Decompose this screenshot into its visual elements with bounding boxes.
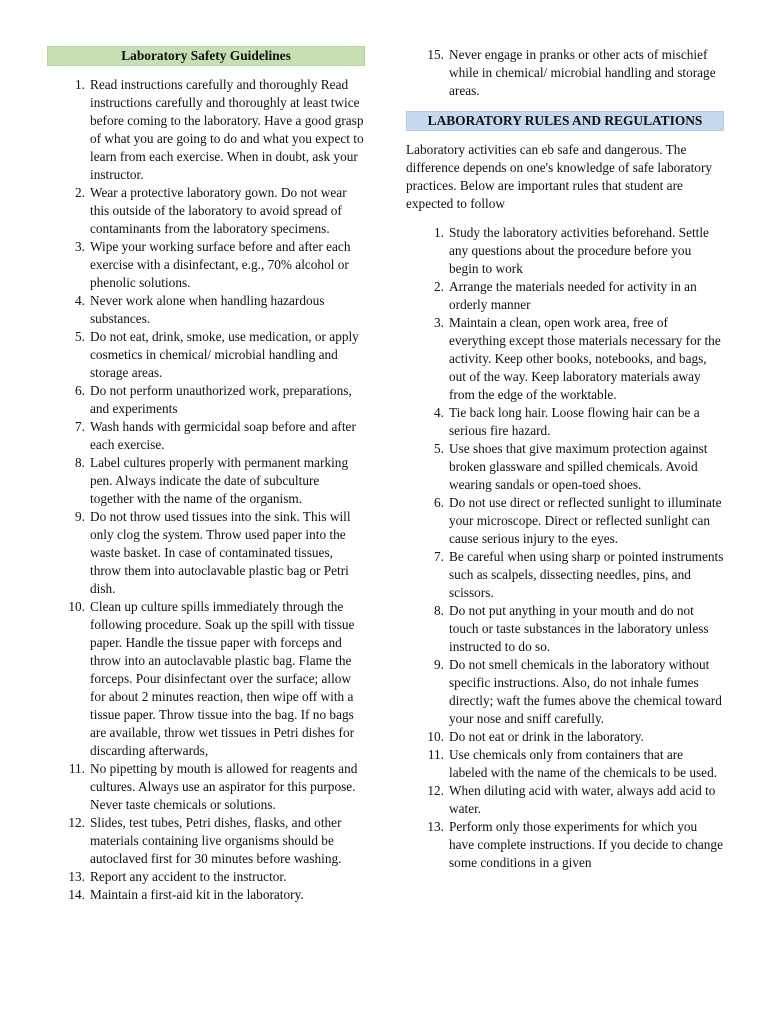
rules-regulations-heading: LABORATORY RULES AND REGULATIONS [406, 111, 724, 131]
list-item [47, 418, 365, 454]
list-item-text: Do not smell chemicals in the laboratory without specific instructions. Also, do not inhale fumes directly; waft the fumes above the chemical toward your nose and sniff carefully. [449, 657, 722, 726]
safety-guidelines-list-continued [406, 46, 724, 100]
list-item-text: Never engage in pranks or other acts of mischief while in chemical/ microbial handling and storage areas. [449, 47, 716, 98]
list-item-number: 12. [427, 783, 444, 798]
list-item-text: Use shoes that give maximum protection against broken glassware and spilled chemicals. Avoid wearing sandals or open-toed shoes. [449, 441, 708, 492]
list-item-number: 6. [434, 495, 444, 510]
list-item [406, 314, 724, 404]
list-item-text: No pipetting by mouth is allowed for reagents and cultures. Always use an aspirator for this purpose. Never taste chemicals or solutions. [90, 761, 358, 812]
list-item [406, 728, 724, 746]
list-item-number: 15. [427, 47, 444, 62]
list-item [47, 238, 365, 292]
list-item [406, 818, 724, 872]
list-item-number: 9. [434, 657, 444, 672]
list-item-text: Clean up culture spills immediately through the following procedure. Soak up the spill with tissue paper. Handle the tissue paper with forceps and throw into an autoclavable plastic bag. Flame the forceps. Pour disinfectant over the surface; allow for about 2 minutes reaction, then wipe off with a tissue paper. Throw tissue into the bag. If no bags are available, throw wet tissues in Petri dishes for discarding afterwards, [90, 599, 355, 758]
list-item [47, 292, 365, 328]
list-item-text: Wear a protective laboratory gown. Do not wear this outside of the laboratory to avoid spread of contaminants from the laboratory specimens. [90, 185, 347, 236]
list-item-text: Use chemicals only from containers that are labeled with the name of the chemicals to be used. [449, 747, 718, 780]
list-item-number: 1. [434, 225, 444, 240]
list-item-number: 5. [434, 441, 444, 456]
list-item-number: 4. [75, 293, 85, 308]
list-item [406, 404, 724, 440]
list-item-text: Do not perform unauthorized work, preparations, and experiments [90, 383, 352, 416]
list-item [47, 454, 365, 508]
list-item-text: Perform only those experiments for which you have complete instructions. If you decide to change some conditions in a given [449, 819, 723, 870]
list-item-number: 10. [68, 599, 85, 614]
list-item-number: 6. [75, 383, 85, 398]
list-item [47, 598, 365, 760]
list-item [406, 440, 724, 494]
list-item-number: 2. [434, 279, 444, 294]
list-item-number: 4. [434, 405, 444, 420]
list-item [47, 868, 365, 886]
list-item [47, 76, 365, 184]
list-item-number: 1. [75, 77, 85, 92]
list-item [406, 46, 724, 100]
list-item-text: Do not use direct or reflected sunlight to illuminate your microscope. Direct or reflected sunlight can cause serious injury to the eyes. [449, 495, 722, 546]
list-item-text: Read instructions carefully and thoroughly Read instructions carefully and thoroughly at least twice before coming to the laboratory. Have a good grasp of what you are going to do and what you expect to learn from each exercise. When in doubt, ask your instructor. [90, 77, 364, 182]
list-item-number: 11. [68, 761, 85, 776]
list-item-number: 8. [434, 603, 444, 618]
list-item-text: Do not eat or drink in the laboratory. [449, 729, 644, 744]
list-item-text: Be careful when using sharp or pointed instruments such as scalpels, dissecting needles, pins, and scissors. [449, 549, 724, 600]
list-item-number: 13. [427, 819, 444, 834]
list-item-text: Maintain a first-aid kit in the laboratory. [90, 887, 304, 902]
list-item [406, 494, 724, 548]
right-column [406, 46, 724, 872]
safety-guidelines-heading: Laboratory Safety Guidelines [47, 46, 365, 66]
list-item [406, 656, 724, 728]
list-item [406, 224, 724, 278]
list-item-text: Arrange the materials needed for activity in an orderly manner [449, 279, 697, 312]
list-item [406, 278, 724, 314]
list-item [47, 886, 365, 904]
list-item-number: 3. [75, 239, 85, 254]
list-item-text: Wash hands with germicidal soap before and after each exercise. [90, 419, 356, 452]
list-item [47, 382, 365, 418]
list-item-text: Do not put anything in your mouth and do not touch or taste substances in the laboratory unless instructed to do so. [449, 603, 709, 654]
list-item-number: 10. [427, 729, 444, 744]
list-item-text: Slides, test tubes, Petri dishes, flasks, and other materials containing live organisms should be autoclaved first for 30 minutes before washing. [90, 815, 342, 866]
rules-list [406, 224, 724, 872]
left-column [47, 46, 365, 904]
safety-guidelines-list [47, 76, 365, 904]
list-item [47, 508, 365, 598]
list-item-text: Report any accident to the instructor. [90, 869, 287, 884]
list-item-number: 5. [75, 329, 85, 344]
list-item-number: 7. [434, 549, 444, 564]
list-item-number: 7. [75, 419, 85, 434]
list-item [47, 760, 365, 814]
list-item-number: 3. [434, 315, 444, 330]
list-item-number: 2. [75, 185, 85, 200]
list-item [47, 814, 365, 868]
list-item-text: Label cultures properly with permanent marking pen. Always indicate the date of subculture together with the name of the organism. [90, 455, 349, 506]
list-item [406, 746, 724, 782]
list-item-text: Maintain a clean, open work area, free of everything except those materials necessary for the activity. Keep other books, notebooks, and bags, out of the way. Keep laboratory materials away from the edge of the worktable. [449, 315, 721, 402]
list-item-text: Wipe your working surface before and after each exercise with a disinfectant, e.g., 70% alcohol or phenolic solutions. [90, 239, 351, 290]
list-item-number: 14. [68, 887, 85, 902]
list-item-text: Never work alone when handling hazardous substances. [90, 293, 325, 326]
rules-intro-paragraph: Laboratory activities can eb safe and dangerous. The difference depends on one's knowledge of safe laboratory practices. Below are important rules that student are expected to follow [406, 142, 713, 211]
list-item [406, 602, 724, 656]
list-item-text: Tie back long hair. Loose flowing hair can be a serious fire hazard. [449, 405, 700, 438]
list-item-text: When diluting acid with water, always add acid to water. [449, 783, 716, 816]
list-item-number: 12. [68, 815, 85, 830]
list-item-text: Do not throw used tissues into the sink. This will only clog the system. Throw used paper into the waste basket. In case of contaminated tissues, throw them into autoclavable plastic bag or Petri dish. [90, 509, 351, 596]
list-item-text: Do not eat, drink, smoke, use medication, or apply cosmetics in chemical/ microbial handling and storage areas. [90, 329, 359, 380]
list-item-number: 8. [75, 455, 85, 470]
list-item-number: 13. [68, 869, 85, 884]
list-item-number: 9. [75, 509, 85, 524]
list-item [406, 782, 724, 818]
list-item-text: Study the laboratory activities beforehand. Settle any questions about the procedure before you begin to work [449, 225, 709, 276]
list-item [47, 328, 365, 382]
list-item [47, 184, 365, 238]
list-item-number: 11. [427, 747, 444, 762]
list-item [406, 548, 724, 602]
